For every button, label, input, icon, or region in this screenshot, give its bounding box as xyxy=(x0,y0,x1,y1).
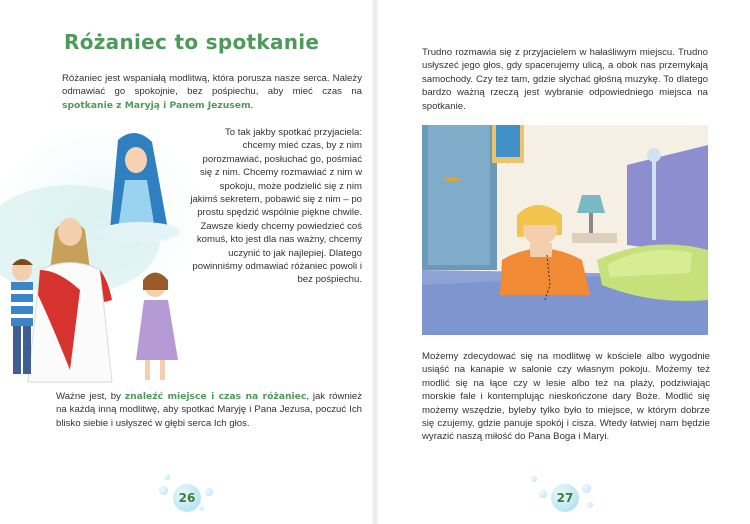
bubble-icon xyxy=(582,484,591,493)
intro-highlight: spotkanie z Maryją i Panem Jezusem xyxy=(62,99,251,111)
bubble-icon xyxy=(587,502,593,508)
bubble-icon xyxy=(531,476,537,482)
bubble-icon xyxy=(199,506,204,511)
bottom-start: Ważne jest, by xyxy=(56,391,121,402)
text-column xyxy=(190,126,362,287)
page-number-27: 27 xyxy=(551,484,579,512)
girl-praying-rosary-in-bedroom-illustration xyxy=(422,125,708,335)
bubble-icon xyxy=(205,488,213,496)
intro-end: . xyxy=(250,99,254,111)
right-page xyxy=(375,0,750,524)
intro-text: Różaniec jest wspaniałą modlitwą, która porusza nasze serca. Należy odmawiać go spokojnie, bez pośpiechu, aby mieć czas na xyxy=(62,73,362,98)
intro-paragraph xyxy=(62,72,362,112)
right-bottom-paragraph: Możemy zdecydować się na modlitwę w kościele albo wygodnie usiąść na kanapie w salonie czy własnym pokoju. Możemy też modlić się na łące czy w lesie albo też na plaży, podziwiając morskie fale i kontemplując nieskończone dary Boże. Modlić się możemy wszędzie, byleby tylko było to miejsce, w którym dobrze się czujemy, gdzie panuje spokój i cisza. Wtedy łatwiej nam będzie wyrazić naszą miłość do Pana Boga i Maryi. xyxy=(422,351,710,443)
bottom-paragraph xyxy=(56,390,362,430)
right-top-paragraph: Trudno rozmawia się z przyjacielem w hałaśliwym miejscu. Trudno usłyszeć jego głos, gdy spacerujemy ulicą, a obok nas przemykają samochody. Czy też tam, gdzie słychać głośną muzykę. To dlatego bardzo ważną rzeczą jest wybranie odpowiedniego miejsca na spotkanie. xyxy=(422,47,708,112)
bubble-icon xyxy=(539,490,547,498)
page-title: Różaniec to spotkanie xyxy=(64,30,320,54)
bottom-highlight: znaleźć miejsce i czas na różaniec xyxy=(124,391,307,402)
paragraph-friend: To tak jakby spotkać przyjaciela: chcemy mieć czas, by z nim porozmawiać, posłuchać go, pośmiać się z nim. Chcemy rozmawiać z nim w spokoju, może podzielić się z nim jakimś sekretem, pobawić się z nim – po prostu spędzić wspólnie piękne chwile. xyxy=(190,127,362,219)
jesus-mary-children-illustration xyxy=(0,120,200,390)
bubble-icon xyxy=(159,486,168,495)
page-number-left xyxy=(173,484,213,512)
bottom-end: , jak również na każdą inną modlitwę, aby spotkać Maryję i Pana Jezusa, poczuć Ich blisko siebie i usłyszeć w głębi serca Ich głos. xyxy=(56,391,363,429)
page-number-right xyxy=(551,484,591,512)
page-number-26: 26 xyxy=(173,484,201,512)
bubble-icon xyxy=(164,474,170,480)
paragraph-slowly: Zawsze kiedy chcemy powiedzieć coś komuś, kto jest dla nas ważny, chcemy uczynić to jak najlepiej. Dlatego powinniśmy odmawiać różaniec powoli i bez pośpiechu. xyxy=(192,220,362,286)
